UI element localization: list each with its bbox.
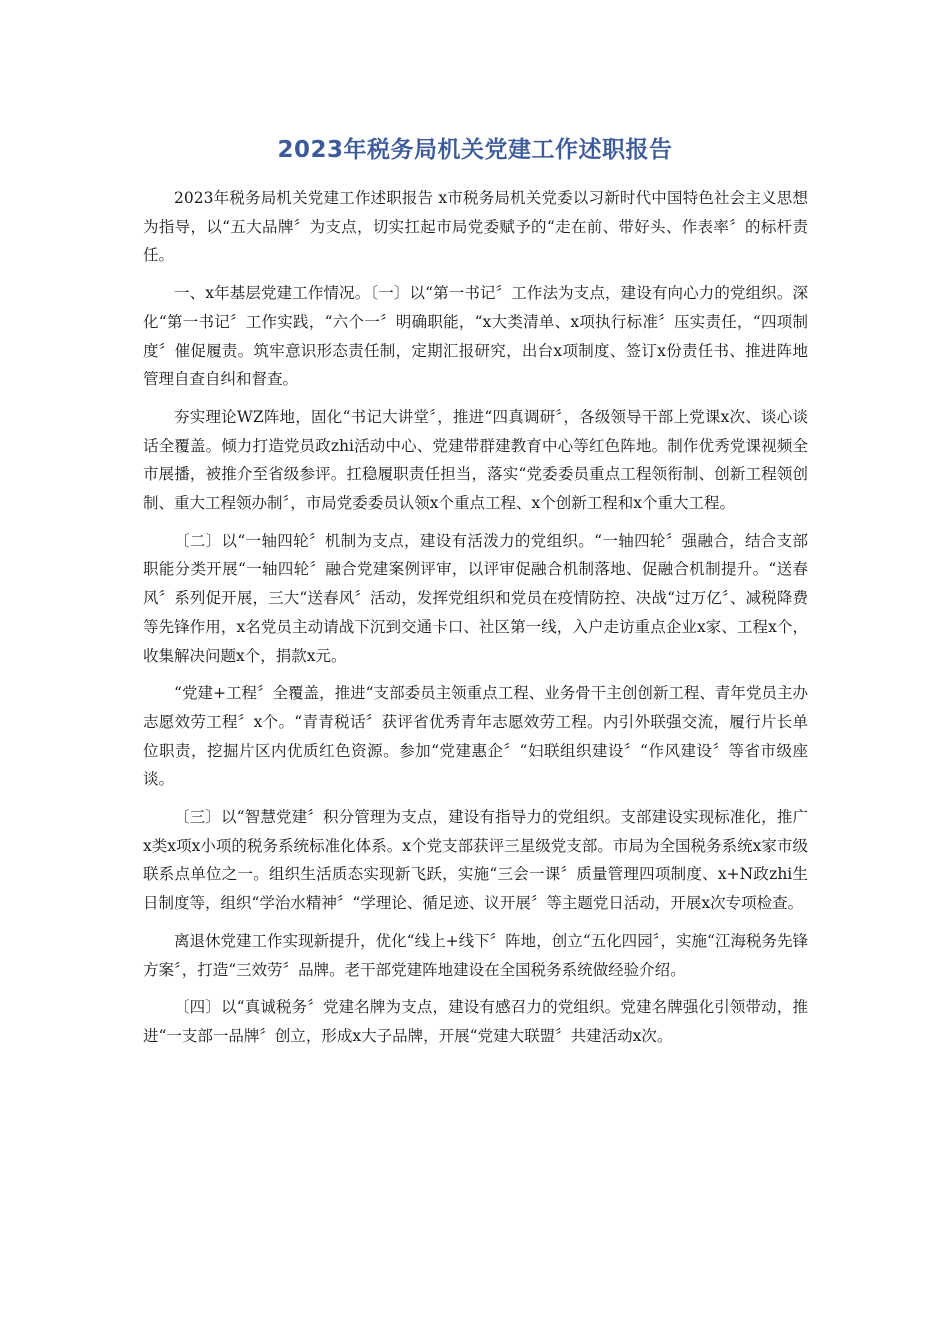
document-body	[143, 184, 808, 1060]
paragraph-retirees: 离退休党建工作实现新提升，优化“线上+线下〞阵地，创立“五化四园〞，实施“江海税务先锋方案〞，打造“三效劳〞品牌。老干部党建阵地建设在全国税务系统做经验介绍。	[143, 931, 808, 979]
paragraph-section-2: 〔二〕以“一轴四轮〞机制为支点，建设有活泼力的党组织。“一轴四轮〞强融合，结合支部职能分类开展“一轴四轮〞融合党建案例评审，以评审促融合机制落地、促融合机制提升。“送春风〞系列促开展，三大“送春风〞活动，发挥党组织和党员在疫情防控、决战“过万亿〞、减税降费等先锋作用，x名党员主动请战下沉到交通卡口、社区第一线，入户走访重点企业x家、工程x个，收集解决问题x个，捐款x元。	[143, 531, 808, 665]
paragraph-section-4: 〔四〕以“真诚税务〞党建名牌为支点，建设有感召力的党组织。党建名牌强化引领带动，推进“一支部一品牌〞创立，形成x大子品牌，开展“党建大联盟〞共建活动x次。	[143, 998, 808, 1045]
paragraph-intro: 2023年税务局机关党建工作述职报告 x市税务局机关党委以习新时代中国特色社会主义思想为指导，以“五大品牌〞为支点，切实扛起市局党委赋予的“走在前、带好头、作表率〞的标杆责任。	[143, 189, 808, 265]
paragraph-section-1: 一、x年基层党建工作情况。〔一〕以“第一书记〞工作法为支点，建设有向心力的党组织。深化“第一书记〞工作实践，“六个一〞明确职能，“x大类清单、x项执行标准〞压实责任，“四项制度〞催促履责。筑牢意识形态责任制，定期汇报研究，出台x项制度、签订x份责任书、推进阵地管理自查自纠和督查。	[143, 284, 808, 389]
document-title: 2023年税务局机关党建工作述职报告	[277, 137, 673, 163]
paragraph-party-projects: “党建+工程〞全覆盖，推进“支部委员主领重点工程、业务骨干主创创新工程、青年党员主办志愿效劳工程〞x个。“青青税话〞获评省优秀青年志愿效劳工程。内引外联强交流，履行片长单位职责，挖掘片区内优质红色资源。参加“党建惠企〞“妇联组织建设〞“作风建设〞等省市级座谈。	[143, 684, 808, 789]
paragraph-section-3: 〔三〕以“智慧党建〞积分管理为支点，建设有指导力的党组织。支部建设实现标准化，推广x类x项x小项的税务系统标准化体系。x个党支部获评三星级党支部。市局为全国税务系统x家市级联系点单位之一。组织生活质态实现新飞跃，实施“三会一课〞质量管理四项制度、x+N政zhi生日制度等，组织“学治水精神〞“学理论、循足迹、议开展〞等主题党日活动，开展x次专项检查。	[143, 808, 808, 913]
paragraph-theory: 夯实理论WZ阵地，固化“书记大讲堂〞，推进“四真调研〞，各级领导干部上党课x次、谈心谈话全覆盖。倾力打造党员政zhi活动中心、党建带群建教育中心等红色阵地。制作优秀党课视频全市展播，被推介至省级参评。扛稳履职责任担当，落实“党委委员重点工程领衔制、创新工程领创制、重大工程领办制〞，市局党委委员认领x个重点工程、x个创新工程和x个重大工程。	[143, 407, 808, 513]
